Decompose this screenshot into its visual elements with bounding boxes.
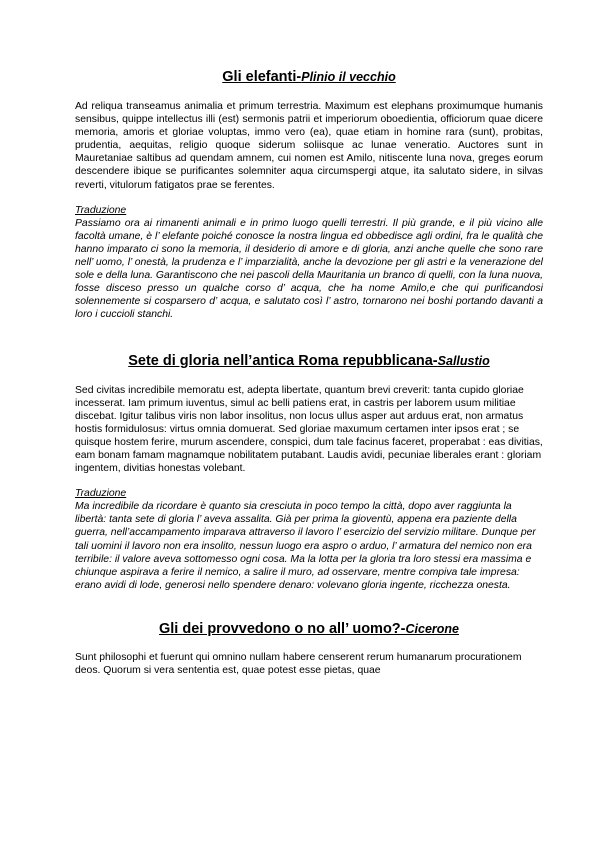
section-elefanti — [75, 68, 543, 322]
section-sete-di-gloria — [75, 352, 543, 592]
translation-label: Traduzione — [75, 204, 127, 216]
section-title — [75, 68, 543, 86]
translation-text: Ma incredibile da ricordare è quanto sia cresciuta in poco tempo la città, dopo aver raggiunta la libertà: tanta sete di gloria l’ aveva assalita. Già per prima la gioventù, appena era paziente della guerra, nell’accampamento imparava attraverso il lavoro l’ esercizio del servizio militare. Dunque per tali uomini il lavoro non era insolito, nessun luogo era aspro o arduo, l’ armatura del nemico non era terribile: il valore aveva sottomesso ogni cosa. Ma la lotta per la gloria tra loro stessi era massima e chiunque aspirava a ferire il nemico, a salire il muro, ad osservare, mentre compiva tale impresa: erano avidi di lode, generosi nello spendere denaro: volevano gloria ingente, ricchezza onesta. — [75, 501, 536, 591]
latin-text: Ad reliqua transeamus animalia et primum terrestria. Maximum est elephans proximumque humanis sensibus, quippe intellectus illi (est) sermonis patrii et imperiorum oboedientia, officiorum quae dicere memoria, amoris et gloriae voluptas, immo vero (ea), quae etiam in homine rara (sunt), probitas, prudentia, aequitas, religio quoque siderum soliisque ac lunae veneratio. Auctores sunt in Mauretaniae saltibus ad quendam amnem, cui nomen est Amilo, nitiscente luna nova, greges eorum descendere ibique se purificantes solemniter aqua circumspergi atque, ita salutato sidere, in silvas reverti, vitulorum fatigatos prae se ferentes. — [75, 101, 543, 191]
translation-text: Passiamo ora ai rimanenti animali e in primo luogo quelli terrestri. Il più grande, e il più vicino alle facoltà umane, è l’ elefante poiché conosce la nostra lingua ed obbedisce agli ordini, fra le qualità che hanno imparato ci sono la memoria, il desiderio di amore e di gloria, anzi anche quelle che sono rare nell’ uomo, l’ onestà, la prudenza e l’ imparzialità, anche la devozione per gli astri e la venerazione del sole e della luna. Garantiscono che nei pascoli della Mauritania un branco di quelli, con la luna nuova, fosse disceso presso un qualche corso d’ acqua, che ha nome Amilo,e che qui purificandosi solennemente si cosparsero d’ acqua, e salutato così l’ astro, tornarono nei boshi portando davanti a loro i cuccioli stanchi. — [75, 217, 543, 321]
section-dei-provvedono — [75, 620, 543, 677]
translation-block — [75, 204, 543, 322]
section-title — [75, 620, 543, 638]
translation-label: Traduzione — [75, 488, 127, 500]
section-title-text: Sete di gloria nell’antica Roma repubblicana- — [128, 352, 438, 369]
section-author: Plinio il vecchio — [301, 70, 396, 84]
translation-block — [75, 487, 543, 592]
section-title-text: Gli dei provvedono o no all’ uomo?- — [158, 620, 406, 637]
section-title — [75, 352, 543, 370]
section-author: Cicerone — [405, 621, 459, 636]
latin-text: Sed civitas incredibile memoratu est, adepta libertate, quantum brevi creverit: tanta cupido gloriae incesserat. Iam primum iuventus, simul ac belli patiens erat, in castris per laborem usum militiae discebat. Igitur talibus viris non labor insolitus, non locus ullus asper aut arduus erat, non armatus hostis formidulosus: virtus omnia domuerat. Sed gloriae maxumum certamen inter ipsos erat ; se quisque hostem ferire, murum ascendere, conspici, dum tale facinus faceret, properabat : eas divitias, eam bonam famam magnamque nobilitatem putabant. Laudis avidi, pecuniae liberales erant : gloriam ingentem, divitias honestas volebant. — [75, 384, 543, 475]
section-author: Sallustio — [437, 353, 490, 368]
latin-text: Sunt philosophi et fuerunt qui omnino nullam habere censerent rerum humanarum procurationem deos. Quorum si vera sententia est, quae potest esse pietas, quae — [75, 651, 522, 676]
section-title-text: Gli elefanti- — [222, 69, 302, 85]
document-content — [75, 68, 543, 677]
